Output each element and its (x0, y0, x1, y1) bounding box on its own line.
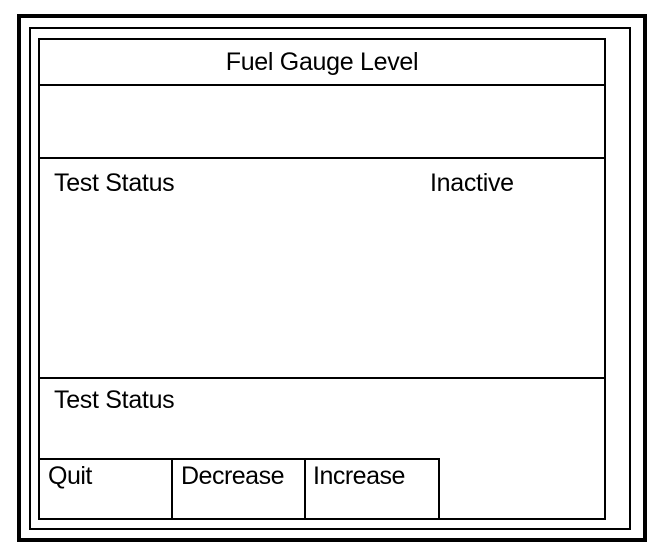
page-title: Fuel Gauge Level (40, 40, 604, 86)
bottom-status-label: Test Status (54, 386, 175, 414)
quit-button[interactable]: Quit (40, 458, 173, 518)
gauge-display-area (40, 86, 604, 159)
test-status-label: Test Status (54, 169, 175, 197)
test-status-value: Inactive (430, 169, 514, 197)
decrease-button[interactable]: Decrease (173, 458, 306, 518)
test-status-panel (40, 159, 604, 379)
scan-tool-screen (38, 38, 606, 520)
soft-key-row (40, 458, 440, 518)
increase-button[interactable]: Increase (306, 458, 440, 518)
